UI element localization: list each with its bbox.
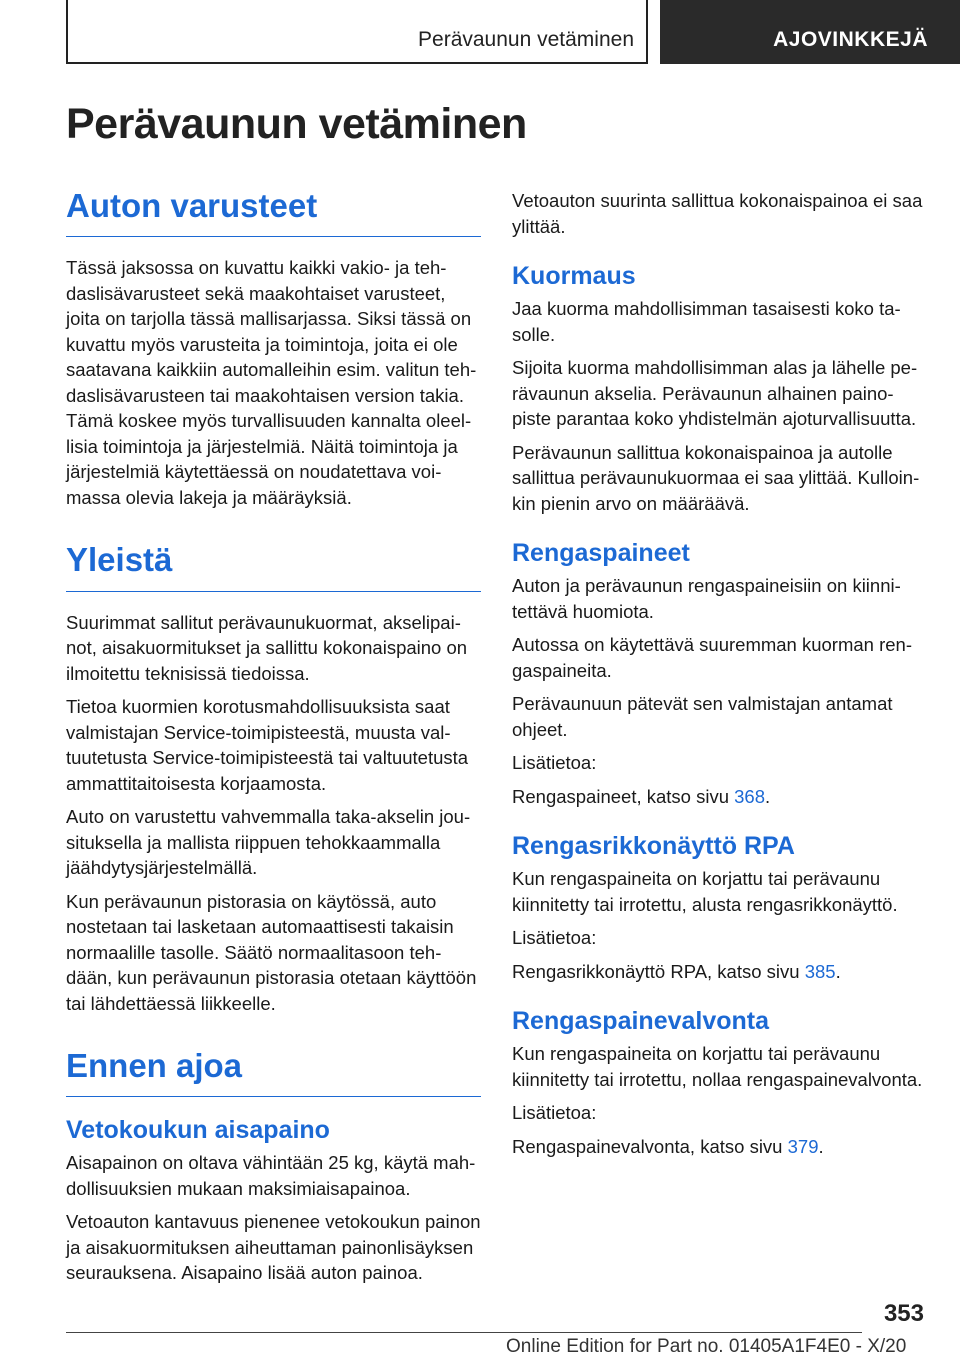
heading-rpa: Rengasrikkonäyttö RPA [512, 832, 795, 860]
right-column [512, 188, 926, 1167]
reference-text: Rengaspaineet, katso sivu [512, 785, 735, 807]
page-title: Perävaunun vetäminen [66, 100, 527, 148]
reference-valvonta [512, 1134, 926, 1160]
paragraph-yleista-3: Auto on varustettu vahvemmalla taka-akselin jousituksella ja mallista riippuen tehokkaammalla jäähdytysjärjestelmällä. [66, 806, 471, 879]
page-link-368[interactable]: 368 [734, 785, 766, 807]
header-section-box [66, 0, 648, 64]
paragraph-intro: Vetoauton suurinta sallittua kokonaispainoa ei saa ylittää. [512, 190, 923, 237]
reference-end: . [835, 960, 841, 982]
reference-end: . [818, 1135, 824, 1157]
reference-end: . [765, 785, 771, 807]
subheading-vetokoukun-aisapaino: Vetokoukun aisapaino [66, 1116, 330, 1145]
paragraph-rpa-1: Kun rengaspaineita on korjattu tai perävaunu kiinnitetty tai irrotettu, alusta rengasrikkonäyttö. [512, 868, 898, 915]
more-info-label: Lisätietoa: [512, 927, 597, 948]
page-link-379[interactable]: 379 [787, 1135, 819, 1157]
heading-auton-varusteet: Auton varusteet [66, 188, 481, 237]
paragraph-rengaspaineet-2: Autossa on käytettävä suuremman kuorman rengaspaineita. [512, 634, 913, 681]
paragraph-auton-varusteet: Tässä jaksossa on kuvattu kaikki vakio- ja tehdaslisävarusteet sekä maakohtaiset varusteet, joita on tarjolla tässä mallisarjassa. Siksi tässä on kuvattu myös varusteita ja toimintoja, joita ei ole saatavana kaikkiin automalleihin esim. valitun tehdaslisävarusteen tai maakohtaisen version takia. Tämä koskee myös turvallisuuden kannalta oleellisia toimintoja ja järjestelmiä. Näitä toimintoja ja järjestelmiä käytettäessä on noudatettava voimassa olevia lakeja ja määräyksiä. [66, 257, 477, 508]
footer-edition: Online Edition for Part no. 01405A1F4E0 - X/20 [506, 1336, 907, 1357]
paragraph-kuormaus-3: Perävaunun sallittua kokonaispainoa ja autolle sallittua perävaunukuormaa ei saa ylittää. Kulloinkin pienin arvo on määräävä. [512, 441, 920, 514]
header-section-title: Perävaunun vetäminen [418, 28, 634, 51]
footer-divider [66, 1332, 862, 1333]
reference-rpa [512, 959, 926, 985]
heading-kuormaus: Kuormaus [512, 262, 636, 290]
paragraph-yleista-4: Kun perävaunun pistorasia on käytössä, auto nostetaan tai lasketaan automaattisesti takaisin normaalille tasolle. Säätö normaalitasoon tehdään, kun perävaunun pistorasia otetaan käyttöön tai lähdettäessä liikkeelle. [66, 890, 477, 1014]
header-chapter-tab [660, 0, 960, 64]
left-column [66, 188, 481, 1294]
reference-text: Rengasrikkonäyttö RPA, katso sivu [512, 960, 805, 982]
page-number: 353 [883, 1300, 924, 1327]
paragraph-rengaspaineet-1: Auton ja perävaunun rengaspaineisiin on kiinnitettävä huomiota. [512, 575, 901, 622]
reference-text: Rengaspainevalvonta, katso sivu [512, 1135, 788, 1157]
more-info-label: Lisätietoa: [512, 1102, 597, 1123]
paragraph-yleista-1: Suurimmat sallitut perävaunukuormat, akselipainot, aisakuormitukset ja sallittu kokonaispaino on ilmoitettu teknisissä tiedoissa. [66, 611, 468, 684]
paragraph-yleista-2: Tietoa kuormien korotusmahdollisuuksista saat valmistajan Service-toimipisteestä, muusta valtuutetusta Service-toimipisteestä tai valtuutetusta ammattitaitoisesta korjaamosta. [66, 696, 469, 794]
paragraph-kuormaus-2: Sijoita kuorma mahdollisimman alas ja lähelle perävaunun akselia. Perävaunun alhainen painopiste parantaa koko yhdistelmän ajoturvallisuutta. [512, 357, 918, 429]
heading-rengaspainevalvonta: Rengaspainevalvonta [512, 1007, 770, 1035]
heading-rengaspaineet: Rengaspaineet [512, 539, 690, 567]
page-link-385[interactable]: 385 [804, 960, 836, 982]
paragraph-valvonta-1: Kun rengaspaineita on korjattu tai perävaunu kiinnitetty tai irrotettu, nollaa rengaspainevalvonta. [512, 1043, 923, 1090]
heading-yleista: Yleistä [66, 542, 481, 591]
more-info-label: Lisätietoa: [512, 752, 597, 773]
reference-rengaspaineet [512, 784, 926, 810]
paragraph-aisapaino-1: Aisapainon on oltava vähintään 25 kg, käytä mahdollisuuksien mukaan maksimiaisapainoa. [66, 1152, 476, 1199]
header-chapter-title: AJOVINKKEJÄ [773, 28, 928, 51]
heading-ennen-ajoa: Ennen ajoa [66, 1048, 481, 1097]
paragraph-kuormaus-1: Jaa kuorma mahdollisimman tasaisesti koko tasolle. [512, 298, 901, 345]
paragraph-rengaspaineet-3: Perävaunuun pätevät sen valmistajan antamat ohjeet. [512, 693, 893, 740]
paragraph-aisapaino-2: Vetoauton kantavuus pienenee vetokoukun painon ja aisakuormituksen aiheuttaman painonlisäyksen seurauksena. Aisapaino lisää auton painoa. [66, 1211, 481, 1284]
